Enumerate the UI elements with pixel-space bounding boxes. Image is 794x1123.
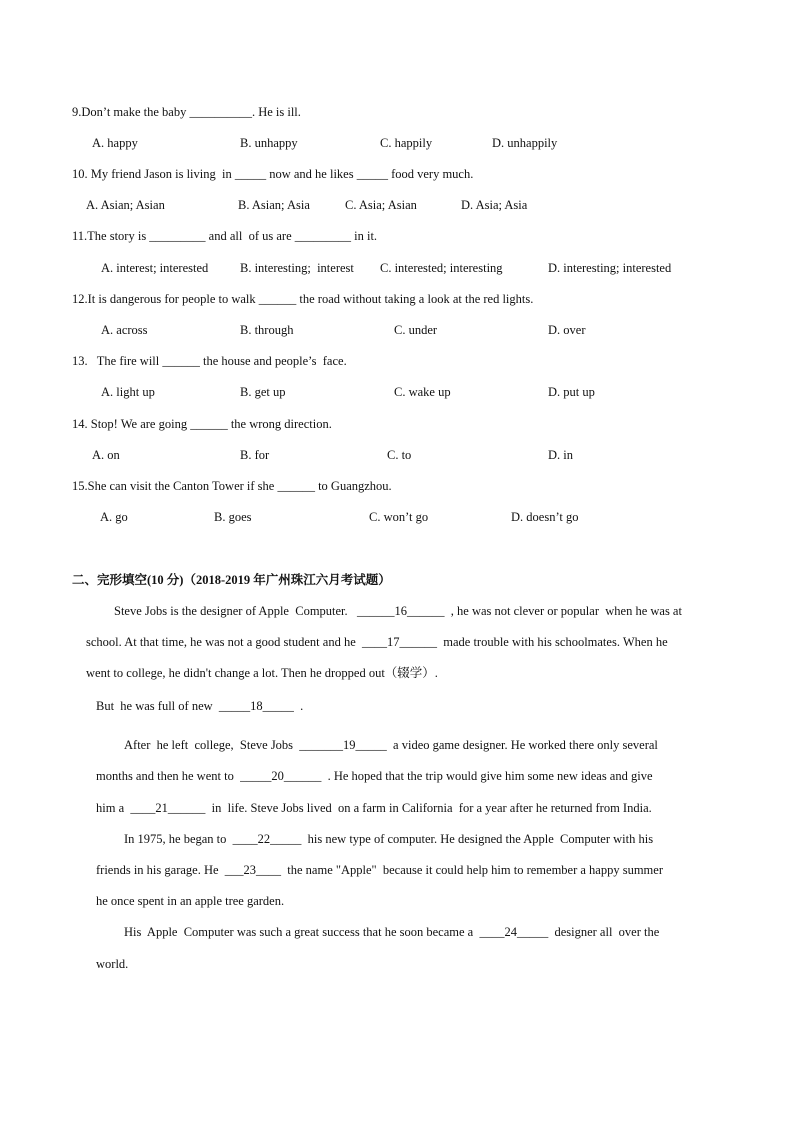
question-9-option-c[interactable]: C. happily <box>380 136 433 150</box>
passage-line: In 1975, he began to ____22_____ his new type of computer. He designed the Apple Computer with his <box>124 832 654 846</box>
question-12-option-c[interactable]: C. under <box>394 323 438 337</box>
passage-line: he once spent in an apple tree garden. <box>96 894 285 908</box>
question-9-stem: 9.Don’t make the baby __________. He is ill. <box>72 105 301 119</box>
question-11-option-b[interactable]: B. interesting; interest <box>240 261 354 275</box>
passage-line: him a ____21______ in life. Steve Jobs lived on a farm in California for a year after he returned from India. <box>96 801 652 815</box>
question-13-option-d[interactable]: D. put up <box>548 385 595 399</box>
question-12-option-a[interactable]: A. across <box>101 323 148 337</box>
question-11-option-d[interactable]: D. interesting; interested <box>548 261 672 275</box>
question-14-stem: 14. Stop! We are going ______ the wrong direction. <box>72 417 332 431</box>
question-9-option-d[interactable]: D. unhappily <box>492 136 558 150</box>
question-11-option-a[interactable]: A. interest; interested <box>101 261 209 275</box>
question-15-option-b[interactable]: B. goes <box>214 510 252 524</box>
question-13-option-b[interactable]: B. get up <box>240 385 286 399</box>
passage-line: After he left college, Steve Jobs _______19_____ a video game designer. He worked there only several <box>124 738 658 752</box>
question-15-option-c[interactable]: C. won’t go <box>369 510 429 524</box>
passage-line: months and then he went to _____20______ . He hoped that the trip would give him some new ideas and give <box>96 769 653 783</box>
question-13-stem: 13. The fire will ______ the house and people’s face. <box>72 354 347 368</box>
question-11-option-c[interactable]: C. interested; interesting <box>380 261 503 275</box>
question-9-option-a[interactable]: A. happy <box>92 136 138 150</box>
question-11-stem: 11.The story is _________ and all of us are _________ in it. <box>72 229 378 243</box>
question-10-option-a[interactable]: A. Asian; Asian <box>86 198 165 212</box>
question-14-option-b[interactable]: B. for <box>240 448 270 462</box>
question-15-option-a[interactable]: A. go <box>100 510 128 524</box>
question-9-option-b[interactable]: B. unhappy <box>240 136 298 150</box>
question-13-option-a[interactable]: A. light up <box>101 385 155 399</box>
question-10-stem: 10. My friend Jason is living in _____ now and he likes _____ food very much. <box>72 167 474 181</box>
question-15-option-d[interactable]: D. doesn’t go <box>511 510 579 524</box>
question-14-option-d[interactable]: D. in <box>548 448 573 462</box>
question-12-option-d[interactable]: D. over <box>548 323 586 337</box>
question-10-option-d[interactable]: D. Asia; Asia <box>461 198 528 212</box>
passage-line: His Apple Computer was such a great success that he soon became a ____24_____ designer all over the <box>124 925 660 939</box>
question-13-option-c[interactable]: C. wake up <box>394 385 451 399</box>
section-title: 二、完形填空(10 分)（2018-2019 年广州珠江六月考试题） <box>72 573 391 587</box>
question-10-option-c[interactable]: C. Asia; Asian <box>345 198 417 212</box>
passage-line: world. <box>96 957 129 971</box>
question-14-option-a[interactable]: A. on <box>92 448 120 462</box>
question-10-option-b[interactable]: B. Asian; Asia <box>238 198 310 212</box>
passage-line: school. At that time, he was not a good student and he ____17______ made trouble with his schoolmates. When he <box>86 635 668 649</box>
question-12-option-b[interactable]: B. through <box>240 323 294 337</box>
passage-line: went to college, he didn't change a lot. Then he dropped out（辍学）. <box>86 666 438 680</box>
passage-line: friends in his garage. He ___23____ the name "Apple" because it could help him to remember a happy summer <box>96 863 663 877</box>
question-12-stem: 12.It is dangerous for people to walk ______ the road without taking a look at the red lights. <box>72 292 534 306</box>
question-15-stem: 15.She can visit the Canton Tower if she ______ to Guangzhou. <box>72 479 392 493</box>
passage-line: But he was full of new _____18_____ . <box>96 699 304 713</box>
question-14-option-c[interactable]: C. to <box>387 448 412 462</box>
passage-line: Steve Jobs is the designer of Apple Computer. ______16______ , he was not clever or popular when he was at <box>114 604 682 618</box>
